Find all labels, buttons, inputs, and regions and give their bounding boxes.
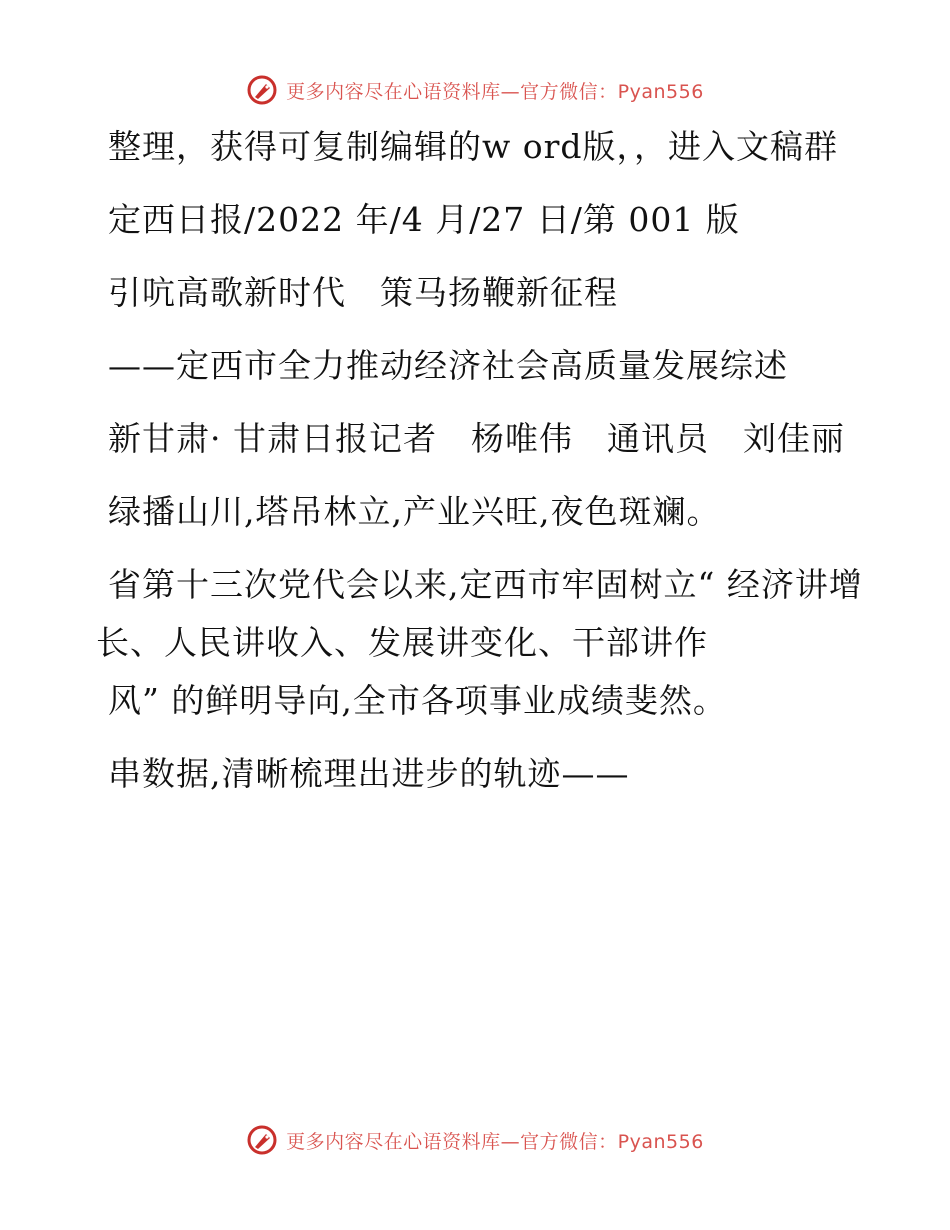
- pen-nib-circle-icon: [246, 1124, 278, 1156]
- article-subtitle: ——定西市全力推动经济社会高质量发展综述: [108, 346, 788, 385]
- paragraph-body-3: 串数据,清晰梳理出进步的轨迹——: [108, 754, 630, 793]
- header-banner: [0, 70, 950, 110]
- paragraph-lead: 绿播山川,塔吊林立,产业兴旺,夜色斑斓。: [108, 492, 721, 531]
- footer-banner-text: 更多内容尽在心语资料库—官方微信：Pyan556: [286, 1130, 704, 1153]
- document-body: [96, 118, 866, 818]
- footer-banner: [0, 1120, 950, 1160]
- paragraph-body-2: 风” 的鲜明导向,全市各项事业成绩斐然。: [108, 681, 727, 720]
- article-title: 引吭高歌新时代 策马扬鞭新征程: [108, 273, 618, 312]
- paragraph-source: 定西日报/2022 年/4 月/27 日/第 001 版: [108, 200, 740, 239]
- pen-nib-circle-icon: [246, 74, 278, 106]
- paragraph-intro: 整理，获得可复制编辑的w ord版，，进入文稿群: [108, 127, 839, 166]
- article-byline: 新甘肃· 甘肃日报记者 杨唯伟 通讯员 刘佳丽: [108, 419, 845, 458]
- header-banner-text: 更多内容尽在心语资料库—官方微信：Pyan556: [286, 80, 704, 103]
- paragraph-body-1: 省第十三次党代会以来,定西市牢固树立“ 经济讲增长、人民讲收入、发展讲变化、干部讲作: [96, 565, 863, 662]
